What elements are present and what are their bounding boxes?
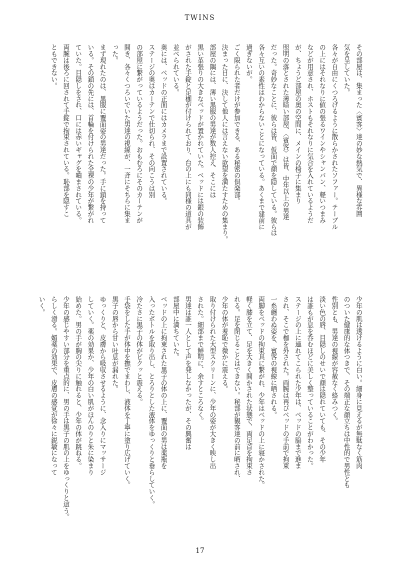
text-column: った。 [110,44,119,64]
text-column: その部屋は、集まった〈賓客〉達の妙な熱気で、異様な雰囲 [354,44,363,217]
text-column: 気を呈していた。 [342,44,351,96]
text-column: のついた健康的な体つきで、その端正な顔立ちは中性的で男性とも [342,296,351,488]
text-column: 手袋をした手が体中を撫でまわし、液体を丁寧に塗り広げていく。 [123,296,131,488]
page-number: 17 [195,547,205,555]
text-column: 黒い革張りの大きなベッドが置かれていた。ベッドには銀の装飾 [196,44,205,230]
text-column: 冷たさに黒子の体がビクッと震える。 [135,296,144,405]
text-column: などが用意され、ホストもそれなりに気合を入れているようだ [306,44,314,224]
text-column: ゆっくりと、皮膚から吸収させるように、念入りにマッサージ [98,296,107,476]
running-header: TWINS [184,14,216,22]
text-column: ステージの奥はカーテンで仕切られ、その向こうは別 [147,44,156,198]
text-column: 一糸纏わぬ姿を、賓客の視線に晒される。 [269,296,278,418]
text-column: が、ちょうど部屋の奥の空間に、メインの椅子に集まり [293,44,302,204]
text-column: 部屋中に満ちていた。 [171,296,180,360]
text-column: ステージの上に連れてこられた少年は、ベッドの脇まで進ま [293,296,302,469]
text-column: れる。足を閉じることはできない。秘部が観客達の前に晒され、 [232,296,241,482]
text-column: 各々互いの素性はわからないことになっている。あくまで建前に [257,44,266,230]
text-column: ていた。目隠しをされ、口には赤いギャグを嚙まされている。 [74,44,83,224]
text-column: 照明の落とされた薄暗い部屋、〈賓客〉は皆、中年以上の男達 [281,44,290,220]
text-column: 過ぎないが。 [245,44,253,83]
text-column: まず現れたのは、黒服に覆面姿の男達だった。手に鎖を持って [98,44,107,224]
text-column: がされた手錠と足枷が付けられており、台の上にも同様の道具が [184,44,192,230]
text-column: され、そこで枷を外された。両腕は再びベッドの手前で拘束 [281,296,290,469]
text-column: だった。奇妙なことに、彼らは皆、仮面で顔を隠している。彼らは [269,44,278,236]
text-column: ごく限られた者だけが参加できる、ある秘密の倶楽部。 [232,44,241,204]
text-column: 部屋の隅には、薄い黒服の男達が数人控え、そこには [208,44,217,198]
text-column: 両腕は後ろに回されて手錠で拘束されている。恥部を隠すこ [62,44,70,217]
text-column: 開き、各々くつろいでいた男達の視線が、一斉にそちらに集ま [123,44,131,224]
text-column: 黒子の唇から甘い吐息が漏れた。 [110,296,119,392]
text-column: 少年の感じやすい部分を重点的に、男の手は黒子の肌の上をゆっくりと這う。 [62,296,70,520]
text-column: 少年の肌は透けるように白い。細身に見えるが無駄なく筋肉 [354,296,363,469]
text-column: 両脚をベッドの拘束具に繋がれ、少年はベッドの上に寝かされた。 [257,296,266,488]
text-column: 決まった日に、決して他人には言えない欲望を満たすための集まり。 [220,44,229,243]
text-column: の部屋に繋がっているようだった。おもむろにそのカーテンが [135,44,144,224]
text-column: 性別とも、男達の視線が容赦なく絡みつく。 [330,296,339,424]
text-column: の上にはそれなりに値の張るワインやシャンパン、軽いつまみ [318,44,327,224]
text-column: 軽く膝を立て、足を大きく開かされた状態で、両足首を拘束さ [245,296,253,476]
text-column: 各々が自由にくつろげるように散らかされたソファー。テーブル [330,44,339,230]
text-column: 始めた。男の手が胸の尖りに触れると、少年の体が跳ねる。 [74,296,83,469]
text-column: していく。薬の効果か、少年の白い肌がほんのりと朱に染まり [86,296,95,476]
text-column: ベッドの上に拘束された黒子の体の上に、覆面の男は薬瓶を [159,296,168,469]
text-column: ともできない。 [49,44,58,89]
text-column: 奥には、ベッドの正面にはカメラまで設置されている。 [159,44,168,204]
text-column: いる。その鎖の先には、首輪を付けられた全裸の少年が繋がれ [86,44,95,224]
text-column: された。細部まで鮮明に、余すところなく。 [196,296,205,424]
text-column: 淡い色の唇、目隠しのせいで顔は隠れていても、その少年 [318,296,327,463]
text-column: 少年の体が羞恥で微かに震える。 [220,296,229,392]
text-column: 並べられている。 [171,44,180,96]
text-column: いく。 [37,296,46,316]
text-column: 入ったボトルを取り出し、とろりとした液体をゆっくりと垂らしていく。 [147,296,156,508]
text-column: 男達は誰一人として声を発しなかったが、その興奮は [184,296,192,450]
text-column: 取り付けられた大型スクリーンに、少年の姿が大きく映し出 [208,296,217,469]
text-column: らしく滑る。媚薬の効果で、皮膚の感覚が徐々に鋭敏になって [49,296,58,476]
text-column: は誰もが息を呑むほどに美しく整っていることがわかった。 [306,296,314,469]
